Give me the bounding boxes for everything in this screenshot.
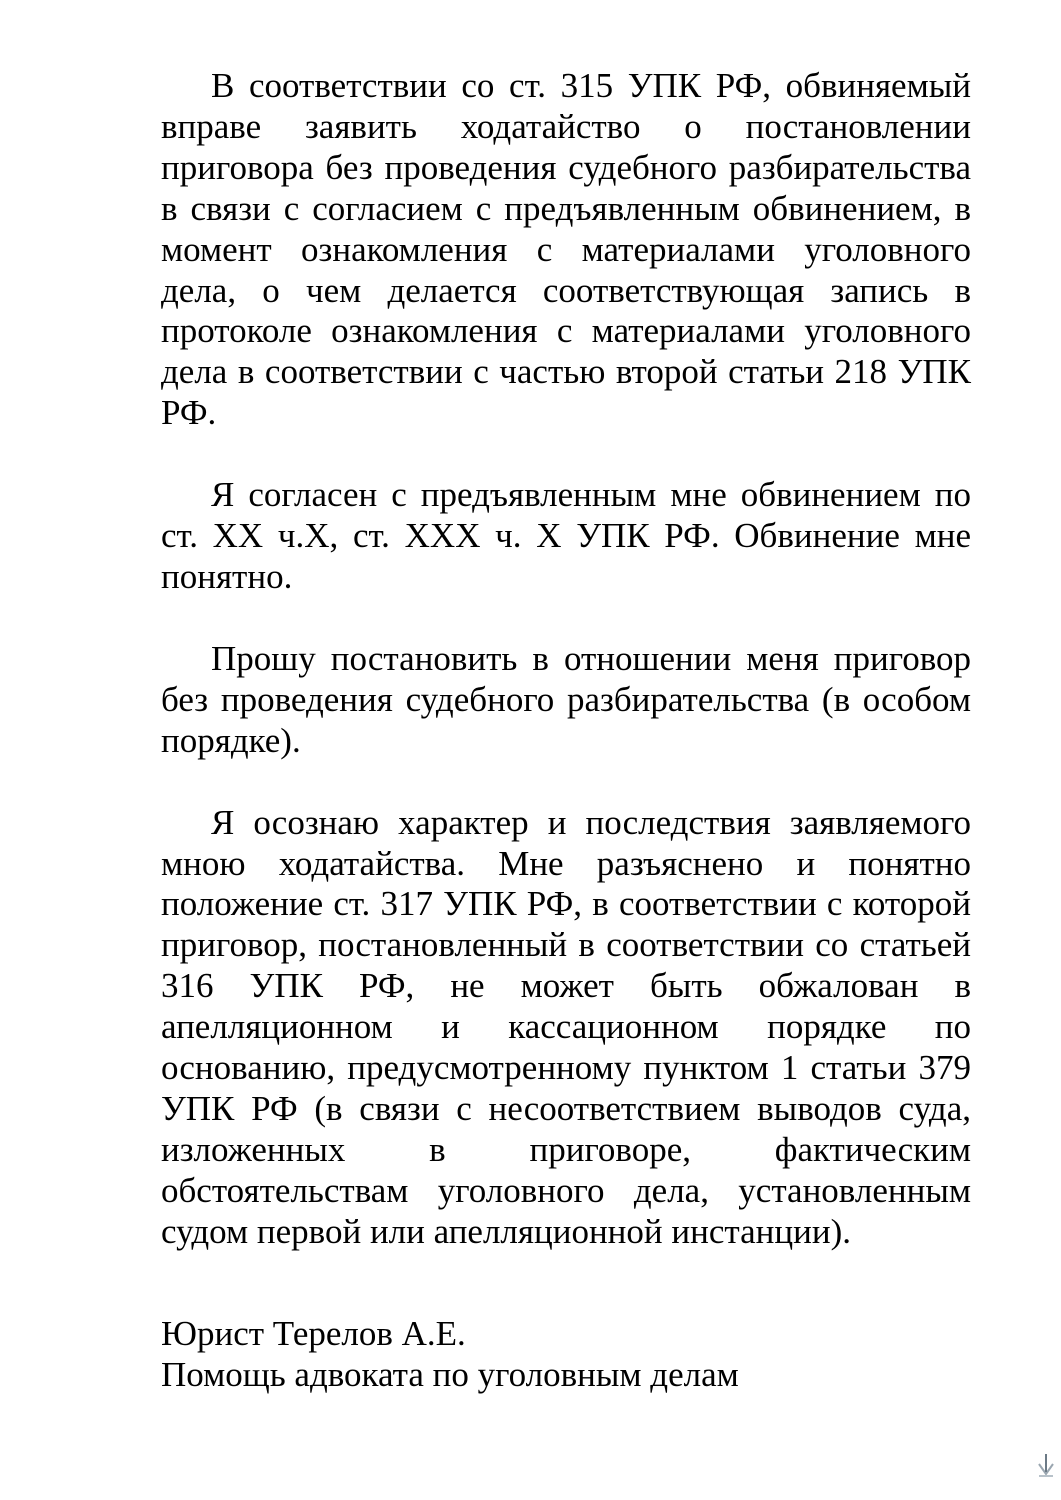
paragraph-gap	[161, 598, 971, 639]
paragraph-request: Прошу постановить в отношении меня приговор без проведения судебного разбирательства (в особом порядке).	[161, 638, 971, 760]
signature-tagline: Помощь адвоката по уголовным делам	[161, 1354, 739, 1394]
paragraph-gap	[161, 762, 971, 803]
document-body	[161, 66, 971, 1253]
scroll-down-arrow-icon[interactable]	[1035, 1452, 1057, 1478]
paragraph-consent: Я согласен с предъявленным мне обвинением по ст. XX ч.X, ст. XXX ч. X УПК РФ. Обвинение мне понятно.	[161, 475, 971, 596]
signature-name: Юрист Терелов А.Е.	[161, 1314, 466, 1353]
paragraph-procedure: В соответствии со ст. 315 УПК РФ, обвиняемый вправе заявить ходатайство о постановлении приговора без проведения судебного разбирательства в связи с согласием с предъявленным обвинением, в момент ознакомления с материалами уголовного дела, о чем делается соответствующая запись в протоколе ознакомления с материалами уголовного дела в соответствии с частью второй статьи 218 УПК РФ.	[161, 66, 971, 433]
paragraph-gap	[161, 434, 971, 475]
signature-block	[161, 1314, 971, 1396]
paragraph-acknowledgement: Я осознаю характер и последствия заявляемого мною ходатайства. Мне разъяснено и понятно положение ст. 317 УПК РФ, в соответствии с которой приговор, постановленный в соответствии со статьей 316 УПК РФ, не может быть обжалован в апелляционном и кассационном порядке по основанию, предусмотренному пунктом 1 статьи 379 УПК РФ (в связи с несоответствием выводов суда, изложенных в приговоре, фактическим обстоятельствам уголовного дела, установленным судом первой или апелляционной инстанции).	[161, 802, 971, 1251]
